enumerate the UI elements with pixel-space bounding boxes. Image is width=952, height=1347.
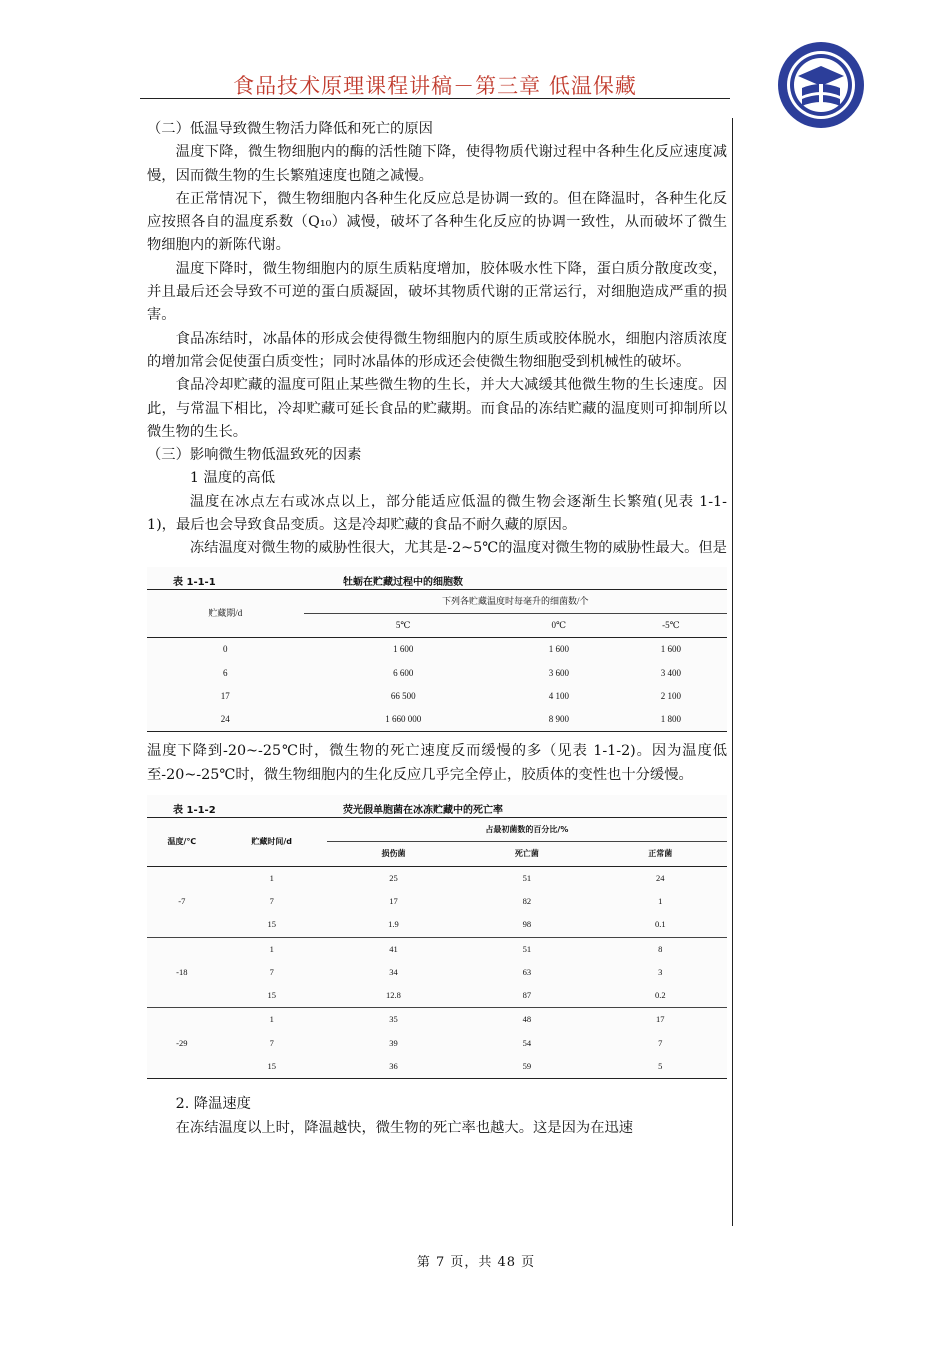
- col-header: 损伤菌: [327, 842, 460, 866]
- table-cell: 1 600: [660, 644, 682, 655]
- col-header: 正常菌: [594, 842, 727, 866]
- col-header: 贮藏期/d: [147, 589, 304, 638]
- subheading: 2. 降温速度: [175, 1096, 251, 1113]
- table-cell: 1.9: [327, 913, 460, 937]
- table-1-1-2: [147, 795, 727, 1079]
- header-divider: [140, 98, 730, 99]
- table-cell: 3: [658, 966, 663, 977]
- table-cell: 15: [217, 913, 327, 937]
- table-cell: 1: [658, 895, 663, 906]
- table-title: 荧光假单胞菌在冰冻贮藏中的死亡率: [343, 805, 503, 817]
- content-right-border: [732, 118, 733, 1226]
- paragraph: 在正常情况下，微生物细胞内各种生化反应总是协调一致的。但在降温时，各种生化反应按照各自的温度系数（Q₁₀）减慢，破坏了各种生化反应的协调一致性，从而破坏了微生物细胞内的新陈代谢。: [147, 190, 727, 254]
- table-cell: 2 100: [660, 690, 682, 701]
- col-header: -5℃: [615, 613, 727, 637]
- col-header: 死亡菌: [460, 842, 593, 866]
- table-cell: 3 600: [548, 667, 569, 678]
- table-cell: 1: [269, 872, 274, 883]
- table-cell: 87: [460, 984, 593, 1008]
- paragraph: 温度在冰点左右或冰点以上，部分能适应低温的微生物会逐渐生长繁殖(见表 1-1-1)，最后也会导致食品变质。这是冷却贮藏的食品不耐久藏的原因。: [147, 493, 727, 534]
- table-cell: 1 800: [615, 708, 727, 732]
- table-cell: 15: [217, 1055, 327, 1079]
- table-row: [147, 866, 727, 890]
- section-heading: （二）低温导致微生物活力降低和死亡的原因: [147, 121, 433, 137]
- table-row: [147, 1008, 727, 1032]
- table-cell: 1 660 000: [304, 708, 503, 732]
- table-cell: 0.2: [594, 984, 727, 1008]
- table-cell: 17: [220, 690, 230, 701]
- table-row: [147, 662, 727, 685]
- table-row: [147, 1032, 727, 1055]
- page-number: 第 7 页，共 48 页: [416, 1255, 536, 1270]
- table-cell: 54: [522, 1037, 532, 1048]
- table-row: [147, 1055, 727, 1079]
- table-1-1-1: [147, 567, 727, 733]
- paragraph: 在冻结温度以上时，降温越快，微生物的死亡率也越大。这是因为在迅速: [175, 1119, 634, 1136]
- table-cell: 4 100: [548, 690, 569, 701]
- subheading: 1 温度的高低: [189, 470, 276, 487]
- table-cell: 7: [658, 1037, 663, 1048]
- table-cell: 51: [522, 943, 532, 954]
- page-header-title: 食品技术原理课程讲稿－第三章 低温保藏: [233, 74, 637, 98]
- col-header: 0℃: [503, 613, 615, 637]
- table-cell: 24: [656, 872, 665, 883]
- table-row: [147, 937, 727, 961]
- table-cell: 59: [460, 1055, 593, 1079]
- table-row: [147, 913, 727, 937]
- table-cell: 6 600: [393, 667, 414, 678]
- paragraph: 温度下降到-20~-25℃时，微生物的死亡速度反而缓慢的多（见表 1-1-2)。因为温度低至-20~-25℃时，微生物细胞内的生化反应几乎完全停止，胶质体的变性也十分缓慢。: [147, 743, 727, 783]
- table-number: 表 1-1-2: [173, 805, 216, 817]
- paragraph: 温度下降，微生物细胞内的酶的活性随下降，使得物质代谢过程中各种生化反应速度减慢，因而微生物的生长繁殖速度也随之减慢。: [147, 144, 727, 184]
- table-cell: -29: [147, 1008, 217, 1079]
- table-cell: 15: [217, 984, 327, 1008]
- table-cell: 7: [269, 966, 274, 977]
- table-cell: 35: [389, 1014, 398, 1025]
- group-header: 占最初菌数的百分比/%: [327, 818, 727, 842]
- university-emblem-icon: [776, 40, 866, 130]
- paragraph: 食品冻结时，冰晶体的形成会使得微生物细胞内的原生质或胶体脱水，细胞内溶质浓度的增加常会促使蛋白质变性；同时冰晶体的形成还会使微生物细胞受到机械性的破坏。: [147, 330, 727, 370]
- table-row: [147, 708, 727, 732]
- table-cell: 0.1: [594, 913, 727, 937]
- table-cell: 41: [389, 943, 398, 954]
- table-cell: 0: [223, 644, 228, 655]
- section-heading: （三）影响微生物低温致死的因素: [147, 447, 362, 464]
- table-cell: 1: [269, 1014, 274, 1025]
- table-cell: 1 600: [393, 644, 414, 655]
- paragraph: 食品冷却贮藏的温度可阻止某些微生物的生长，并大大减缓其他微生物的生长速度。因此，与常温下相比，冷却贮藏可延长食品的贮藏期。而食品的冻结贮藏的温度则可抑制所以微生物的生长。: [147, 377, 727, 440]
- col-header: 5℃: [304, 613, 503, 637]
- table-cell: 63: [522, 966, 532, 977]
- table-cell: 7: [269, 1037, 274, 1048]
- table-row: [147, 638, 727, 662]
- table-cell: 66 500: [390, 690, 416, 701]
- table-cell: 8 900: [503, 708, 615, 732]
- table-title: 牡蛎在贮藏过程中的细胞数: [343, 576, 463, 588]
- table-cell: 8: [658, 943, 663, 954]
- table-cell: 1: [269, 943, 274, 954]
- table-cell: 1 600: [548, 644, 569, 655]
- table-cell: 34: [389, 966, 398, 977]
- page-content: [147, 118, 727, 1140]
- table-cell: 5: [594, 1055, 727, 1079]
- table-row: [147, 961, 727, 984]
- table-cell: 24: [147, 708, 304, 732]
- table-cell: 98: [460, 913, 593, 937]
- table-cell: 51: [522, 872, 532, 883]
- table-cell: 6: [223, 667, 228, 678]
- table-cell: 17: [389, 895, 398, 906]
- table-cell: 82: [522, 895, 532, 906]
- table-cell: 36: [327, 1055, 460, 1079]
- table-row: [147, 890, 727, 913]
- table-cell: -18: [147, 937, 217, 1008]
- col-header: 贮藏时间/d: [217, 818, 327, 867]
- group-header: 下列各贮藏温度时每毫升的细菌数/个: [304, 589, 727, 613]
- table-cell: 3 400: [660, 667, 682, 678]
- paragraph: 冻结温度对微生物的威胁性很大，尤其是-2~5℃的温度对微生物的威胁性最大。但是: [189, 540, 727, 557]
- table-number: 表 1-1-1: [173, 576, 216, 588]
- table-cell: 39: [389, 1037, 398, 1048]
- table-cell: 25: [389, 872, 398, 883]
- table-cell: 48: [522, 1014, 532, 1025]
- table-cell: -7: [147, 866, 217, 937]
- table-row: [147, 984, 727, 1008]
- col-header: 温度/℃: [147, 818, 217, 867]
- table-row: [147, 685, 727, 708]
- table-cell: 12.8: [327, 984, 460, 1008]
- table-cell: 7: [269, 895, 274, 906]
- paragraph: 温度下降时，微生物细胞内的原生质粘度增加，胶体吸水性下降，蛋白质分散度改变，并且最后还会导致不可逆的蛋白质凝固，破坏其物质代谢的正常运行，对细胞造成严重的损害。: [147, 260, 727, 324]
- table-cell: 17: [656, 1014, 665, 1025]
